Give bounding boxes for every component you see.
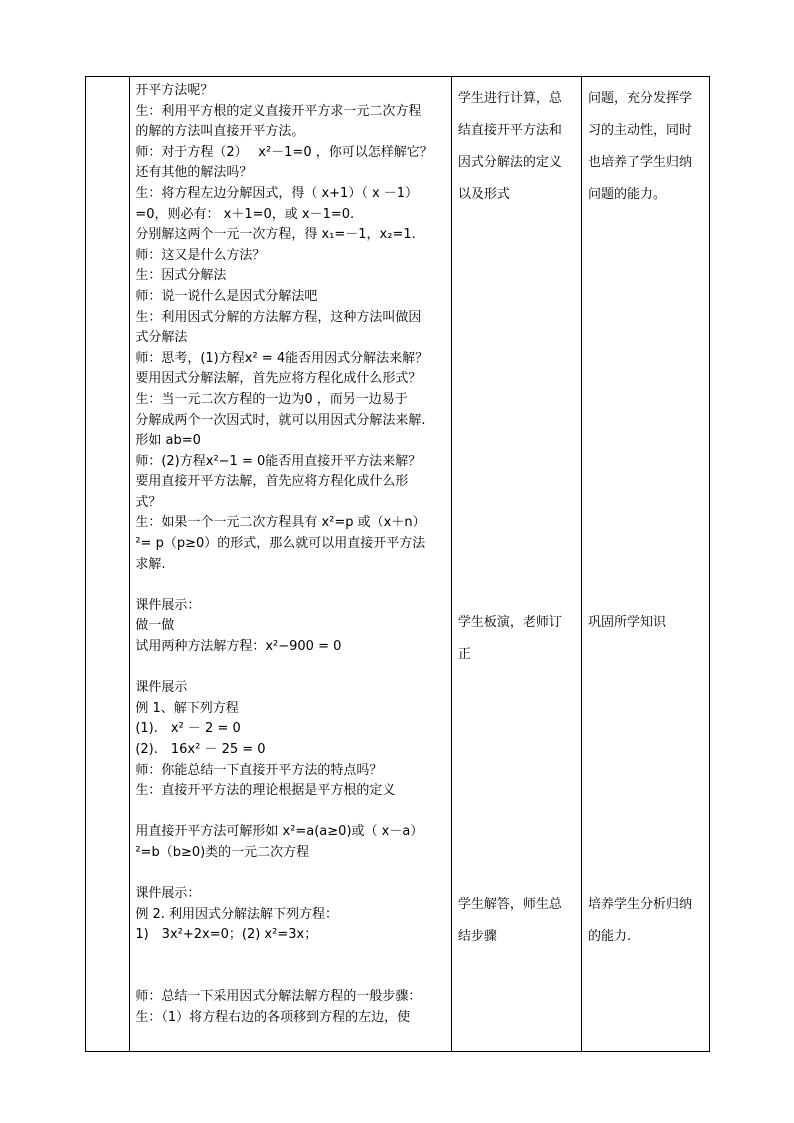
content-line: 师：思考，(1)方程x² = 4能否用因式分解法来解？ [135, 350, 429, 366]
content-line: 课件展示 [135, 680, 188, 696]
content-line: 分解成两个一次因式时，就可以用因式分解法来解. [135, 412, 426, 428]
student-activity-line: 因式分解法的定义 [457, 155, 562, 170]
teaching-content-text [135, 81, 447, 1028]
content-line: 生：当一元二次方程的一边为0 ，而另一边易于 [135, 391, 408, 407]
design-intent-note-3 [588, 889, 708, 953]
design-intent-line: 巩固所学知识 [587, 615, 666, 630]
student-activity-line: 正 [457, 647, 471, 662]
content-line: 要用因式分解法解，首先应将方程化成什么形式？ [135, 371, 422, 387]
student-activity-note-1 [458, 83, 578, 211]
content-line: 用直接开平方法可解形如 x²=a(a≥0)或（ x－a） [135, 824, 424, 840]
content-line: 生：因式分解法 [135, 268, 227, 284]
content-line: 师：这又是什么方法？ [135, 247, 266, 263]
blank-line [135, 946, 447, 967]
content-line: ²=b（b≥0)类的一元二次方程 [135, 844, 310, 860]
empty-first-column-cell [86, 77, 130, 1052]
blank-line [135, 575, 447, 596]
content-line: 试用两种方法解方程：x²−900 = 0 [135, 639, 342, 655]
student-activity-cell [451, 77, 581, 1052]
blank-line [135, 658, 447, 679]
content-line: 式分解法 [135, 330, 188, 346]
blank-line [135, 802, 447, 823]
blank-line [135, 967, 447, 988]
student-activity-line: 学生进行计算，总 [457, 91, 562, 106]
student-activity-line: 结步骤 [457, 929, 497, 944]
design-intent-line: 的能力. [587, 929, 632, 944]
content-line: 生：直接开平方法的理论根据是平方根的定义 [135, 783, 396, 799]
content-line: 形如 ab=0 [135, 433, 201, 449]
content-line: 例 1、解下列方程 [135, 700, 239, 716]
content-line: (2). 16x² － 25 = 0 [135, 742, 266, 757]
content-line: 的解的方法叫直接开平方法。 [135, 124, 305, 140]
content-line: 要用直接开平方法解，首先应将方程化成什么形 [135, 474, 409, 490]
design-intent-line: 培养学生分析归纳 [587, 897, 692, 912]
content-line: 生：如果一个一元二次方程具有 x²=p 或（x＋n） [135, 515, 426, 531]
lesson-plan-table [85, 76, 710, 1052]
content-line: 还有其他的解法吗？ [135, 165, 253, 181]
student-activity-line: 以及形式 [457, 187, 510, 202]
content-line: 做一做 [135, 618, 175, 634]
design-intent-line: 也培养了学生归纳 [587, 155, 692, 170]
content-line: 师：你能总结一下直接开平方法的特点吗？ [135, 762, 383, 778]
design-intent-line: 问题，充分发挥学 [587, 91, 692, 106]
content-line: 师：说一说什么是因式分解法吧 [135, 288, 318, 304]
student-activity-line: 学生板演，老师订 [457, 615, 562, 630]
content-line: 生：利用因式分解的方法解方程，这种方法叫做因 [135, 309, 422, 325]
content-line: 求解. [135, 556, 166, 572]
student-activity-line: 学生解答，师生总 [457, 897, 562, 912]
content-line: =0，则必有： x＋1=0，或 x－1=0. [135, 206, 355, 222]
content-line: 生：（1）将方程右边的各项移到方程的左边，使 [135, 1009, 411, 1025]
teaching-content-cell [130, 77, 452, 1052]
blank-line [135, 864, 447, 885]
content-line: 师：对于方程（2） x²－1=0 ，你可以怎样解它？ [135, 144, 433, 160]
table-row [86, 77, 710, 1052]
content-line: 开平方法呢？ [135, 83, 214, 98]
content-line: 生：利用平方根的定义直接开平方求一元二次方程 [135, 103, 422, 119]
content-line: 分别解这两个一元一次方程，得 x₁=－1，x₂=1. [135, 227, 416, 243]
design-intent-line: 习的主动性，同时 [587, 123, 692, 138]
design-intent-note-2 [588, 607, 708, 639]
content-line: 师：(2)方程x²−1 = 0能否用直接开平方法来解？ [135, 453, 422, 469]
content-line: 1) 3x²+2x=0；(2) x²=3x； [135, 927, 318, 943]
design-intent-cell [581, 77, 709, 1052]
content-line: 师：总结一下采用因式分解法解方程的一般步骤： [135, 989, 422, 1005]
content-line: ²= p（p≥0）的形式，那么就可以用直接开平方法 [135, 536, 426, 552]
content-line: 课件展示： [135, 597, 201, 613]
content-line: (1). x² － 2 = 0 [135, 721, 241, 737]
student-activity-note-2 [458, 607, 578, 671]
design-intent-line: 问题的能力。 [587, 187, 666, 202]
design-intent-note-1 [588, 83, 708, 211]
content-line: 生：将方程左边分解因式，得（ x+1）（ x －1） [135, 185, 419, 201]
student-activity-line: 结直接开平方法和 [457, 123, 562, 138]
student-activity-note-3 [458, 889, 578, 953]
content-line: 例 2. 利用因式分解法解下列方程： [135, 906, 339, 922]
content-line: 式？ [135, 494, 162, 510]
content-line: 课件展示： [135, 886, 201, 902]
